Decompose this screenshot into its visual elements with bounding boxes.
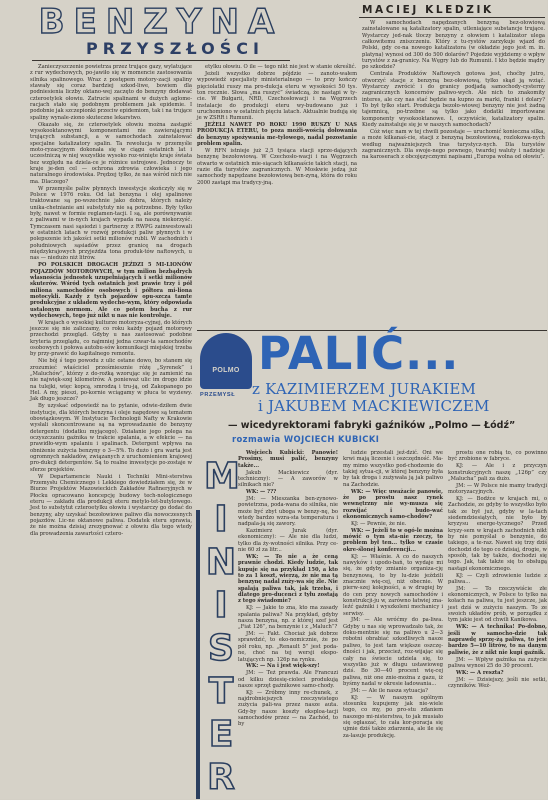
headline-benzyna: BENZYNA	[38, 2, 284, 42]
article-column-2	[197, 64, 357, 330]
polmo-logo	[200, 333, 252, 403]
paragraph: KJ: — Pewnie, że nie.	[351, 520, 407, 527]
paragraph: etylku ołowiu. O ile — tego nikt nie jest w stanie określić.	[205, 64, 357, 70]
article-column-1	[30, 64, 192, 799]
paragraph: Jeżeli wszystko dobrze pójdzie — zanoto-wałem wypowiedź specjalisty ministerialnego — to przy kończy pięciolatki ruszy ma pro-dukcja eteru w wysokości 50 tys. ton rocznie. Słowa „ma ruszyć” świadczą, że nastąpi w ty-cie. W Bułgarii, NRD, Czechosłowacji i na Węgrzech instalacje do produkcji eteru wy-budowano już i uruchomiono w ostatnich pięciu latach. Aktualnie budują się je w ZSRR i Rumunii.	[197, 70, 357, 122]
paragraph: KJ: — Ale i z przyczyn konstrukcyjnych naszę „126p” czy „Malucha” pali za dużo.	[448, 463, 547, 482]
paragraph: Kazimierz Jurak (dyr. ekonomiczny): — Ale nie dla ludzi, tylko dla ży-wotności silnika. Przy ce-nie 60 zł za litr...	[238, 528, 338, 554]
interview-with-line-2: i JAKUBEM MACKIEWICZEM	[258, 397, 490, 415]
paragraph: prostu one robią to, co powinno być zrobione w fabryce.	[448, 450, 547, 463]
paragraph: JM: — Ale ile nasza sytuacja?	[351, 687, 428, 694]
paragraph: WK: — Więc uważacie panowie, że po prostu nasz rynek wewnętrzny nie wy-musza się rozwijać i budo-wać ekonomicznych samo-chodów?	[343, 488, 443, 520]
headline-przyszlosci: PRZYSZŁOŚCI	[86, 39, 264, 58]
paragraph: JM: — Ale wróćmy do pa-liwa. Gdyby u nas się wprowadzało tak, że doku-mentnie się na paliwo u 2—3 robotni obrabiać szkodliwych nasze paliwo, to jest tam większe oszczę-dności i jak, przecież, roz-wijając się cały na świecie udziela się, to wszystko już w długu ustawioweg dziś. Bo 30—40 procent wię-cej paliwa, niż one znie-można z gazu, iż byśmy nadal w okresie ładowania...	[343, 617, 443, 687]
interview-column-2	[343, 450, 443, 799]
paragraph: KJ: — Jakie to zna, kto ma zasady spalania paliwa? Na przykład, gdyby nasza benzyna, np. z której szef jest „Fiat 126”, na benzynie i z „Maluch”?	[238, 605, 338, 631]
logo-subtext: PRZEMYSŁ	[200, 392, 236, 398]
headline-rule	[32, 60, 290, 61]
paragraph: PO POLSKICH DROGACH JEŹDZI 5 MI-LIONÓW POJAZDÓW MOTOROWYCH, w tym milion bezbądrych wlasnościa jednostek uzupełniających i setki milionów skuterów. Wśród tych ostatnich jest prawie trzy i pół miliona samochodów osobowych i półtora mi-liona motocykli. Każdy z tych pojazdów opu-szcza tamte produkcyjne z układem wydecho-wym, który odpowiada ustalonym normom. Ale co potem bucha z rur wydechowych, tego już nikt u nas nie kontroluje.	[30, 262, 192, 319]
paragraph: JM: — Mieszanka ben-zynowo-powietrzna, poda-wana do silnika, nie może być zbyt uboga w benzy-nę, bo wtedy bardzo wzra-sta temperatura i nadpala-ją się zawory.	[238, 495, 338, 528]
vertical-letter: M	[204, 456, 240, 497]
interview-column-3	[448, 450, 547, 799]
vertical-letter: R	[207, 757, 235, 798]
article-column-inset	[362, 20, 545, 332]
interview-byline: rozmawia WOJCIECH KUBICKI	[232, 434, 380, 444]
paragraph: JM: — W Polsce nie mamy tradycji motoryzacyjnych.	[448, 482, 547, 496]
paragraph: KJ: — Czyli zdrowienie ludzie z paliwa...	[448, 572, 547, 585]
paragraph: JM: — Dzisiejszy, jeśli nie setki, czynników. Weź-	[448, 676, 547, 689]
logo-text: POLMO	[212, 367, 240, 374]
paragraph: WK: — Na i jest więk-szy!	[246, 663, 320, 670]
paragraph: KJ: — Zróbmy inny re-chunek, z najdrobniejszych rzeczywistego zużycia pali-wa przez nasze auta. Gdy-by nasze koszty eksploa-tacji samochodów przez — na Zachód, to by	[238, 689, 338, 728]
paragraph: JM: — Fakt. Chociaż jak dobrze sprawdzić, to eko-nomicznie, że po pół roku, np. „Renault 5” jest poda-ne, choć na tej wersji ekspo-latujących np. 126p na rynku.	[238, 631, 338, 663]
interview-with-line-1: z KAZIMIERZEM JURAKIEM	[252, 380, 477, 398]
paragraph: W RFN istnieje już 2,5 tysiąca stacji sprze-dających benzynę bezołowiową. W Czechosło-wacji i na Węgrzech otwarto w ostatnich mie-siącach kilkanaście takich stacji, na razie dla turystów zagranicznych. W Moskwie jedzą już samochody napędzane bezołowiową ben-zyną, która do roku 2000 zastąpi ma tradycy-jną.	[197, 147, 357, 186]
paragraph: JM: — Też prawda. Ale Francuzi od kilku dziesię-cioleci produkują nasze sprzęt gaźnikowe samo-chody.	[238, 670, 338, 689]
paragraph: Wojciech Kubicki: Panowie! Prosimy, musi palić, benzyny także...	[238, 450, 338, 469]
vertical-letter: I	[214, 499, 228, 540]
headline-palic: PALIĆ...	[258, 327, 460, 380]
paragraph: JM: — To rzeczywiście złe ekonomicznych, w Polsce to tylko na kołach na paliwa, tu jest jeszcze, jak jest dziś w zużyciu naszym. To ze swoich układów prób, w porządku z tym jakie jest od chwili Kanikowa.	[448, 585, 547, 624]
paragraph: Zanieczyszczenie powietrza przez trujące gazy, wylatujące z rur wydechowych, po-jawiło się w momencie zastosowania silnika spalinowego. Wraz z postępem motory-zacji spaliny stawały się coraz bardziej szkod-liwe, bowiem dla podniesienia liczby oktano-wej zaczęto do benzyny dodawać czteroetylek ołowiu. Zatrucie spalinami w dużych aglome-racjach stało się podobnym problemem jak epidemie. I podobnie jak szczepionki przeciw epidemiom, tak i na trujące spaliny wynale-ziono skuteczne lekarstwo.	[30, 64, 192, 121]
paragraph: Okazało się, że czteroetylek ołowiu można zastąpić wysokooktanowymi komponentami nie zawierającymi trujących substancji, a w samochodach zainstalować specjalne katalizatory spalin. Ta rewolucja w przemyśle moto-ryzacyjnym dokonała się w ciągu ostatnich lat i uczestniczą w niej wszystkie wysoko roz-winięte kraje świata bez względu na dziela-ce je różnice ustrojowe. Jednoczy te kraje je-den cel — ochrona zdrowia człowieka i jego naturalnego środowiska. Prędzej tylko, że nas wśród nich nie ma. Dlaczego?	[30, 121, 192, 185]
paragraph: Nie bój ś tego powodu z ulic ostane dowo, bo stanem się zrozumieć właściciel prześmiesznie różę „Syrenek” i „Maluchów”, którzy z do-rożką wzorując się je zamienić na nie najwięk-szej kilometrów. A ponieważ ulic im drogo idzie na tulejki, więc kopcą, smrodzą i tru-ją, od Zakopanego po Hel. A my, pieszi, po-kornie wciągamy w płuca te wyziewy. Jak długo jeszcze?	[30, 358, 192, 403]
vertical-letter: S	[208, 628, 234, 669]
interview-column-1	[238, 450, 338, 799]
paragraph: WK: — A reszta?	[456, 669, 504, 676]
interview-subtitle: — wicedyrektorami fabryki gaźników „Polmo — Łódź”	[228, 420, 516, 431]
paragraph: Jakub Mackiewicz (dyr. techniczny): — A zaworów w silnikach nie?	[238, 469, 338, 489]
paragraph: WK: — A technika! Po-dobno, jeśli w samocho-dzie tak naprawdę sprzę-żą paliwa, to jest bardzo 5—10 litrów, to na danym paliwie, że z nikt nie kupi gaźnik.	[448, 624, 547, 656]
paragraph: WK: — To nie a że ceną prawnie chodzi. Kiedy ludzie, tak kupuje się na przykład 150, a kto to za 1 koszt, wierzą, że nie ma tą benzynę nadal zuży-wa się źle. Nie spalają paliwa tak, jak trzeba, i dlatego pro-ducenci z tyłu zostają z tego świadomie?	[238, 554, 338, 605]
vertical-letter: N	[205, 542, 237, 583]
vertical-letter: E	[208, 714, 234, 755]
paragraph: ludzie przestali jeź-dzić. Oni we krwi mają liczenie i oszczędność. Ma-my mimo wszystko pod-chodzenie do takiej sytua-cji, w której benzyny była by tak droga i zużywała ją jak paliwo na Zachodzie.	[343, 450, 443, 488]
paragraph: WK: — Jeżeli to w ogó-le można mówić o tym sta-nie rzeczy, to problem był ten... tylko w czasie okre-ślonej konferencji...	[343, 527, 443, 553]
paragraph: W Departamencie Nauki i Techniki Mini-sterstwa Przemysłu Chemicznego i Lekkiego dowiedziałem się, że w Biurze Projektów Mazowieckich Zakładów Rafineryjnych w Płocku opracowano koncepcję budowy tech-nologicznego eteru — zakładu dla produkcji eteru metylo-tet-butylowego. Jest to substytut czteroetylku ołowiu i wystarczy go dodać do benzyny, aby uzyskać bezołowiowe paliwo dla nowoczesnych pojazdów. Lic-ne oktanowe paliwa. Dodatek eteru sprawia, że nie można dzisiaj zrezygnować z ołowiu dla tego wtedy dla prowadzenia zawartości cztero-	[30, 473, 192, 537]
paragraph: W krajach o wysokiej kulturze motoryza-cyjnej, do których jeszcze się nie zaliczamy, co roku każdy pojazd motorowy przechodzi przegląd. Gdyby u nas zastosować podobne kryteria przeglądu, co najmniej jedna czwar-ta samochodów osobowych i połowa autobu-sów komunikacji miejskiej trzeba by przy-prawić do kapitalnego remontu.	[30, 319, 192, 358]
vertical-letter: I	[214, 585, 228, 626]
vertical-minister-word	[200, 455, 240, 799]
logo-wing-icon	[200, 333, 252, 389]
paragraph: Centrala Produktów Naftowych gotowa jest, choćby jutro, otworzyć stacje z benzyną bez-ołowiową, tylko skąd ją wziąć. Wystarczy zwrócić i do granicy podjadą samochody-cysterny zagranicznych koncernów paliwo-wych. Ale nich to znakomity interes, ale czy nas stać będzie na kupno za marki, franki i dolary? To był tylko start. Produkcja bezoło-wiowej benzyny nie jest żadną tajemnicą, po-trzebne są tylko jako dodatki importowane komponenty wysokooktanowe. I, oczywiście, katalizatory spalin. Kiedy zainstaluje się je w naszych samochodach?	[362, 71, 545, 128]
paragraph: By uzyskać odpowiedź na to pytanie, odwie-dziłem dwie instytucje, dla których benzyna i oleje napędowe są tematem obowiązkowym. W Instytucie Technologii Nafty w Krakowie wysłali skoncentrowane są na wprowadzanie do benzyny detergentu (dodatku myjącego). Działanie jego polega na oczyszczaniu gaźnika w trakcie spalania, a w efekcie — na prawidło-wym spalaniu i spalinach. Detergent wpływa na obniżenie zużycia benzyny o 3—5%. To dużo i gra warta jest ogromnych nakładów, związanych z uruchomieniem krajowej pro-dukcji detergentów. Są to realne inwestycje po-zostaje w sferze projektów.	[30, 403, 192, 473]
paragraph: KJ: — Właśnie. A co do naszych nawyków i upodo-bań, to wydaje mi się, że gdyby zmianio organiza-cję benzynową, to by lu-dzie jeździli znacznie wię-cej, niż obecnie. W pierw-szej kolejności, a w drugiej by do cen przy nowych samochodów i konstrukcji-ju w, zarówno łatwiej zna-leźć gaźniki i wyszkoleni mechanicy i serwisy.	[343, 553, 443, 617]
paragraph: JEŻELI NAWET PO ROKU 1990 RUSZY U NAS PRODUKCJA ETERU, to poza możli-wością dołowania do benzyny spożywania me-tylowego, nadal pozostanie problem spalin.	[197, 122, 357, 148]
vertical-letter: T	[208, 671, 234, 712]
paragraph: JM: — Wpływ gaźnika na zużycie paliwa wynosi 25 do 30 procent.	[448, 656, 547, 669]
paragraph: KJ: — W naszym ogólnym stosunku kupujemy jak nie-wiele tego, co my, po pro-stu zdaniem naszego mi-nisterstwa, to jak musiało się ogłaszać, to cała kor-poracja się ujmie dziś także zdarzenia, ale ile się za-lasuje produkcję.	[343, 694, 443, 739]
paragraph: KJ: — Bodźce w krajach mi, o Zachodzie, ze gdyby to wszystko było tak ze był już, gdyby w la-tach siedemdziesiątych, nie było by kryzysu energe-tycznego? Przed kryzy-sem w krajach zachodnich nikt by nie pomyślał o benzynie, do takiego, a te-raz. Nawet się trzy dziś dochodzi do tego co dzisiaj, drogie, w sposób, tak by także, dochodzi się tego. Jak, tak także się to obsługą nastąpi ekonomicznego.	[448, 495, 547, 572]
paragraph: WK: — ???	[246, 489, 277, 496]
author-name: MACIEJ KLEDZIK	[362, 4, 494, 16]
paragraph: Cóż więc nam w tej chwili pozostaje — uruchomić konieczna silka, a może kilkanaś-cie, stacji z benzyną bezołowiową, rozlokowa-nych według najważniejszych tras turystycz-nych. Dla turystów zagranicznych. Dla swoje-nego pewnego, twardej waluty i nadzieje na karoserach z obcojęzycznymi napisami „Europa wolna od ołowiu”.	[362, 128, 545, 161]
paragraph: W samochodach napędzanych benzyną bez-ołowiową zainstalowane są katalizatory spalin, utleniające substancje trujące. Wystarczy jed-nak tłoczy benzyny z ołowiem i katalizator ulega całkowitemu zniszczeniu. Który z tu-rystów zarzykuje wjazd do Polski, gdy ce-na nowego katalizatora (w okładzie jego jest m. in. platyna) wynosi od 300 do 500 dolarów? Pojedzie wyjdziemy o wpływ turystów z za-granicy. Na Węgry lub do Rumunii. I kto będzie mądry po szkodzie?	[362, 20, 545, 71]
paragraph: W przemyśle paliw płynnych inwestycje skończyły się w Polsce w 1976 roku. Od lat benzyna i olej spalinowe traktowane są po-wszechnie jako dobra, których należy unika-chetnianie ani substytuty nie są potrzebne. Były tylko były, nawet w formie reglamen-tacji. I są, ale porównywanie z paliwami w in-nych krajach wypada na naszą niekorzyść. Tymczasem nasi sąsiedzi i partnerzy z RWPG zainwestowali w ostatnich latach w rozwój produkcji paliw płynnych i w polepszenie ich jakości setki milionów rubli. W zachodnich i południowych sąsiadów przez granicę na drogach międzykrajowych przyjeżdża tona produk-tów naftowych, u nas — niedużo niż litrów.	[30, 185, 192, 262]
